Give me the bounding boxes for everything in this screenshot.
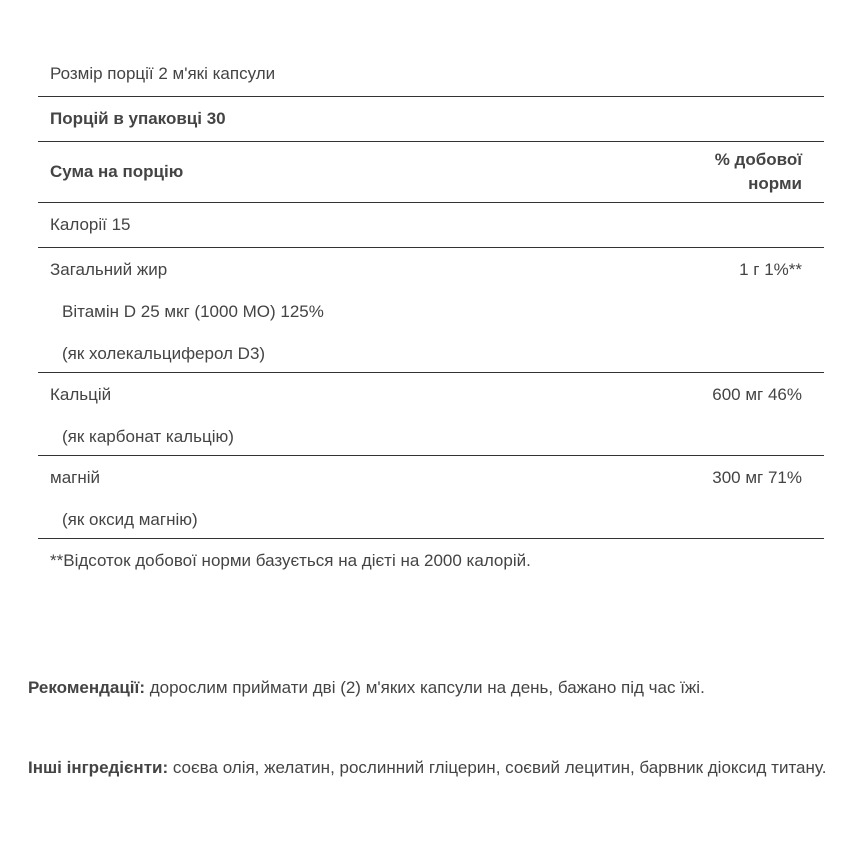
other-ingredients-paragraph xyxy=(28,756,828,780)
serving-size: Розмір порції 2 м'які капсули xyxy=(50,64,276,83)
magnesium-group xyxy=(38,456,824,539)
total-fat-label: Загальний жир xyxy=(50,260,168,279)
servings-per-container-row xyxy=(38,97,824,142)
calcium-source: (як карбонат кальцію) xyxy=(62,427,234,446)
recommendations-paragraph xyxy=(28,676,828,700)
magnesium-label: магній xyxy=(50,468,101,487)
calcium-value: 600 мг 46% xyxy=(712,385,802,404)
vitamin-d: Вітамін D 25 мкг (1000 МО) 125% xyxy=(62,302,324,321)
table-header-row xyxy=(38,142,824,203)
supplement-facts-table xyxy=(38,52,824,583)
total-fat-value: 1 г 1%** xyxy=(739,260,802,279)
servings-per-container: Порцій в упаковці 30 xyxy=(50,109,226,128)
total-fat-group xyxy=(38,248,824,373)
other-ingredients-label: Інші інгредієнти: xyxy=(28,758,169,777)
recommendations-label: Рекомендації: xyxy=(28,678,145,697)
daily-value-footnote: **Відсоток добової норми базується на дієті на 2000 калорій. xyxy=(50,551,531,570)
magnesium-value: 300 мг 71% xyxy=(712,468,802,487)
calcium-label: Кальцій xyxy=(50,385,112,404)
serving-size-row xyxy=(38,52,824,97)
calcium-group xyxy=(38,373,824,456)
daily-value-header: % добової норми xyxy=(714,150,802,193)
magnesium-source: (як оксид магнію) xyxy=(62,510,198,529)
recommendations-text: дорослим приймати дві (2) м'яких капсули на день, бажано під час їжі. xyxy=(144,678,705,697)
vitamin-d-source: (як холекальциферол D3) xyxy=(62,344,266,363)
calories-row xyxy=(38,203,824,248)
other-ingredients-text: соєва олія, желатин, рослинний гліцерин, соєвий лецитин, барвник діоксид титану. xyxy=(168,758,827,777)
calories: Калорії 15 xyxy=(50,215,131,234)
amount-per-serving-header: Сума на порцію xyxy=(50,162,184,181)
